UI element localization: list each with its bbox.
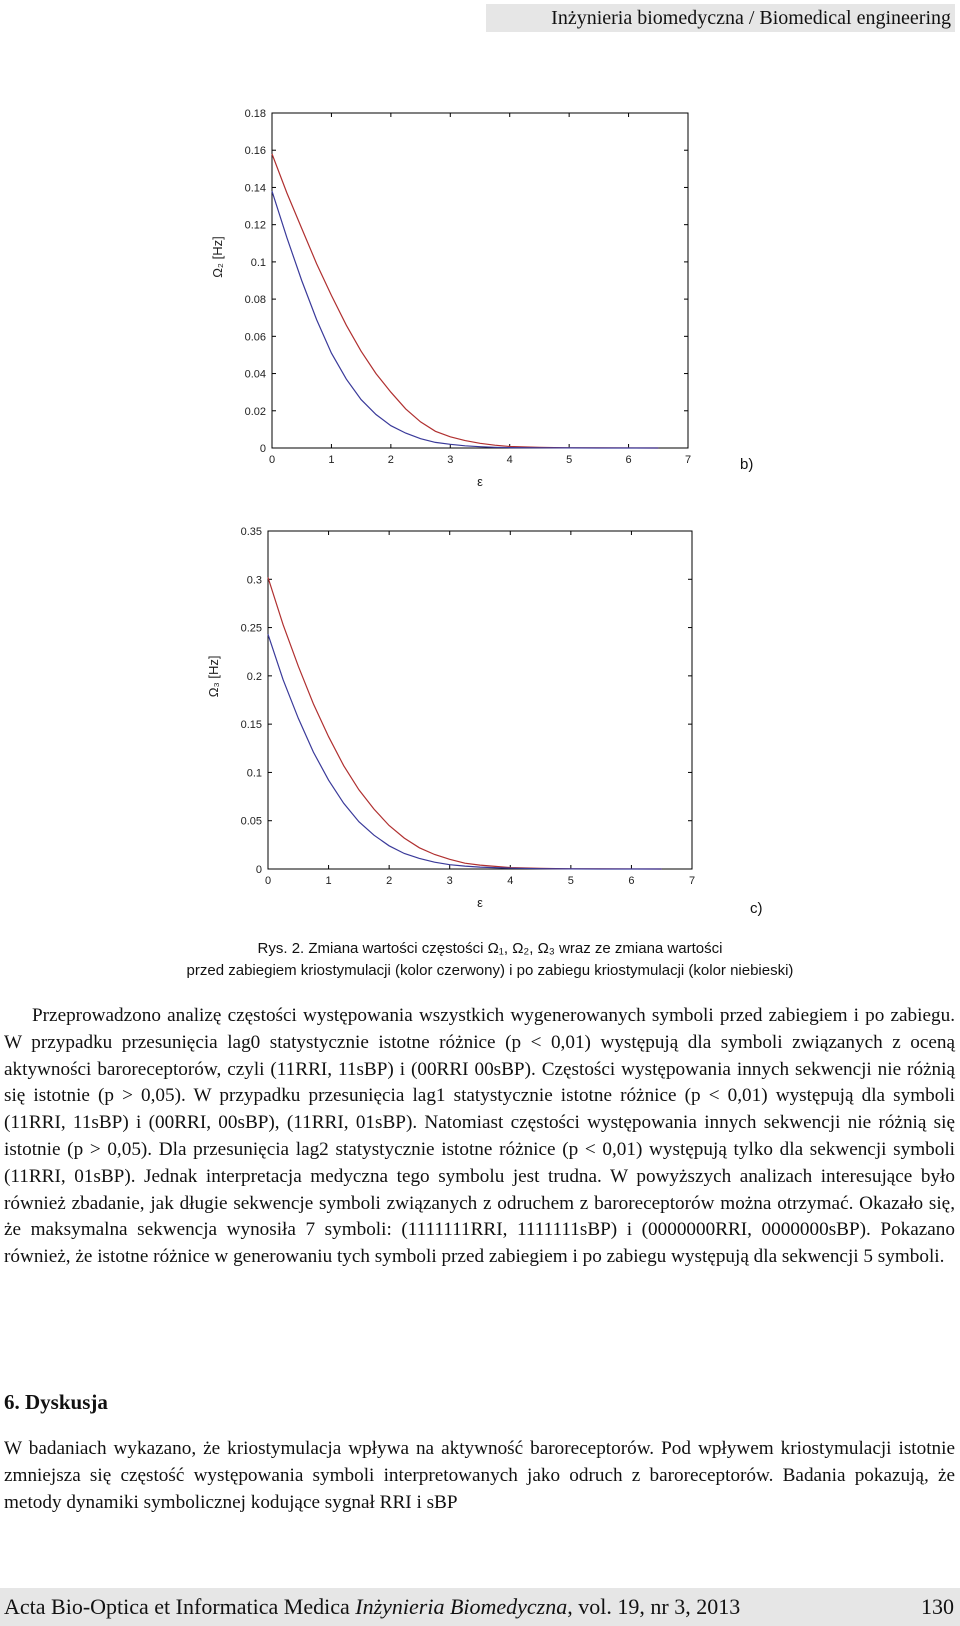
caption-line-2: przed zabiegiem kriostymulacji (kolor czerwony) i po zabiegu kriostymulacji (kolor niebieski) (186, 962, 794, 979)
footer-journal-name: Acta Bio-Optica et Informatica Medica (4, 1594, 350, 1619)
y-tick-label: 0.1 (250, 256, 266, 269)
x-tick-label: 2 (386, 875, 393, 887)
y-tick-label: 0 (255, 864, 262, 876)
plot-frame (272, 113, 688, 448)
footer-page-number: 130 (921, 1594, 954, 1619)
footer-volume: , vol. 19, nr 3, 2013 (567, 1594, 741, 1619)
section-title: 6. Dyskusja (4, 1390, 108, 1414)
x-tick-label: 1 (325, 875, 332, 887)
paragraph-2: W badaniach wykazano, że kriostymulacja wpływa na aktywność baroreceptorów. Pod wpływem kriostymulacji istotnie zmniejsza się częstość występowania symboli interpretowanych jako odruch z baroreceptorów. Badania pokazują, że metody dynamiki symbolicznej kodujące sygnał RRI i sBP (4, 1438, 955, 1513)
paragraph-1: Przeprowadzono analizę częstości występowania wszystkich wygenerowanych symboli przed zabiegiem i po zabiegu. W przypadku przesunięcia lag0 statystycznie istotne różnice (p < 0,01) występują dla symboli związanych z oceną aktywności baroreceptorów, czyli (11RRI, 11sBP) i (00RRI 00sBP). Częstości występowania innych sekwencji nie różnią się istotnie (p > 0,05). W przypadku przesunięcia lag1 statystycznie istotne różnice (p < 0,01) występują dla symboli (11RRI, 11sBP) i (00RRI, 00sBP), (11RRI, 01sBP). Natomiast częstości występowania innych sekwencji nie różnią się istotnie (p > 0,05). Dla przesunięcia lag2 statystycznie istotne różnice (p < 0,01) występują tylko dla sekwencji symboli (11RRI, 01sBP). Jednak interpretacja medyczna tego symbolu jest trudna. W powyższych analizach interesujące było również zbadanie, jak długie sekwencje symboli związanych z odruchem z baroreceptorów można otrzymać. Okazało się, że maksymalna sekwencja wynosiła 7 symboli: (1111111RRI, 1111111sBP) i (0000000RRI, 0000000sBP). Pokazano również, że istotne różnice w generowaniu tych symboli przed zabiegiem i po zabiegu występują dla sekwencji 5 symboli. (4, 1005, 955, 1268)
y-tick-label: 0.14 (244, 182, 266, 195)
discussion-paragraph (4, 1436, 955, 1516)
omega2-chart (0, 95, 960, 489)
x-tick-label: 0 (264, 875, 272, 887)
y-tick-label: 0.25 (240, 622, 262, 635)
x-tick-label: 4 (506, 454, 513, 466)
y-axis-label: Ω₂ [Hz] (210, 236, 225, 278)
running-header (486, 4, 955, 32)
figure-caption (100, 938, 880, 982)
x-tick-label: 6 (625, 454, 632, 466)
results-paragraph (4, 1003, 955, 1271)
x-tick-label: 3 (447, 454, 454, 466)
x-tick-label: 4 (507, 875, 514, 887)
x-axis-label: ε (477, 895, 483, 910)
x-tick-label: 5 (566, 454, 573, 466)
x-tick-label: 5 (567, 875, 574, 887)
y-tick-label: 0.04 (244, 368, 266, 381)
x-axis-label: ε (477, 474, 483, 489)
footer-journal-italic: Inżynieria Biomedyczna (355, 1594, 568, 1619)
y-tick-label: 0.2 (246, 670, 262, 683)
x-tick-label: 7 (688, 875, 696, 887)
footer-journal (4, 1588, 740, 1626)
caption-line-1: Rys. 2. Zmiana wartości częstości Ω₁, Ω₂, Ω₃ wraz ze zmiana wartości (257, 940, 723, 957)
y-tick-label: 0.3 (246, 574, 262, 587)
running-header-title: Inżynieria biomedyczna / Biomedical engineering (551, 7, 951, 29)
series-line-red (272, 154, 658, 448)
y-tick-label: 0.06 (244, 331, 266, 344)
y-tick-label: 0.02 (244, 405, 266, 418)
y-tick-label: 0.35 (240, 526, 262, 538)
plot-frame (268, 531, 692, 869)
y-tick-label: 0.15 (240, 719, 262, 732)
x-tick-label: 3 (446, 875, 453, 887)
x-tick-label: 6 (628, 875, 635, 887)
panel-label-b: b) (740, 456, 754, 473)
y-tick-label: 0.16 (244, 145, 266, 158)
y-tick-label: 0 (259, 443, 266, 455)
y-tick-label: 0.12 (244, 219, 266, 232)
omega3-chart (0, 525, 960, 915)
y-tick-label: 0.18 (244, 108, 266, 120)
series-line-red (268, 577, 662, 869)
footer (0, 1588, 960, 1626)
series-line-blue (268, 634, 662, 869)
x-tick-label: 0 (268, 454, 276, 466)
panel-label-c: c) (750, 900, 763, 917)
y-tick-label: 0.1 (246, 767, 262, 780)
x-tick-label: 7 (684, 454, 692, 466)
x-tick-label: 2 (387, 454, 394, 466)
y-tick-label: 0.08 (244, 294, 266, 307)
series-line-blue (272, 191, 658, 448)
x-tick-label: 1 (328, 454, 335, 466)
y-tick-label: 0.05 (240, 815, 262, 828)
y-axis-label: Ω₃ [Hz] (206, 655, 221, 698)
